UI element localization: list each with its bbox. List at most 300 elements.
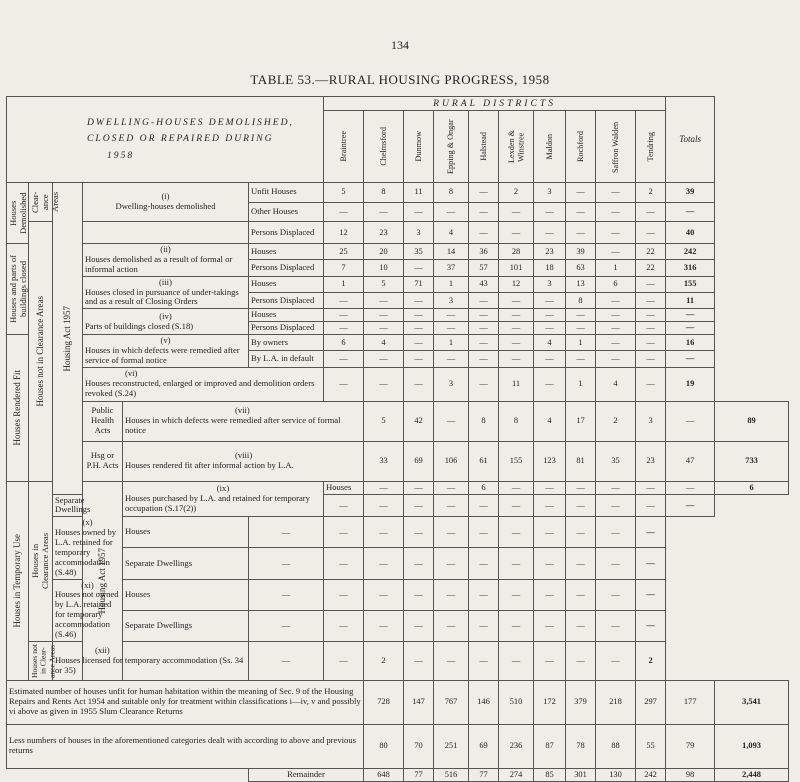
- total-cell: 89: [715, 401, 789, 441]
- value-cell: —: [636, 309, 666, 322]
- value-cell: 3: [404, 222, 434, 244]
- total-cell: 11: [666, 292, 715, 308]
- value-cell: —: [534, 641, 566, 680]
- value-cell: —: [469, 494, 499, 517]
- value-cell: 69: [404, 441, 434, 481]
- value-cell: —: [434, 309, 469, 322]
- value-cell: —: [469, 322, 499, 335]
- value-cell: 274: [499, 768, 534, 781]
- district-header: Braintree: [324, 111, 364, 183]
- value-cell: —: [636, 335, 666, 351]
- value-cell: 42: [404, 401, 434, 441]
- value-cell: 55: [636, 724, 666, 768]
- value-cell: 1: [566, 335, 596, 351]
- value-cell: 728: [364, 680, 404, 724]
- value-cell: 1: [566, 367, 596, 401]
- value-cell: 63: [566, 260, 596, 276]
- value-cell: 4: [434, 222, 469, 244]
- header-line-3: 1958: [107, 149, 135, 161]
- value-cell: —: [566, 641, 596, 680]
- value-cell: —: [566, 610, 596, 641]
- value-cell: 155: [499, 441, 534, 481]
- value-cell: 106: [434, 441, 469, 481]
- value-cell: —: [469, 548, 499, 579]
- value-cell: 81: [566, 441, 596, 481]
- value-cell: 88: [596, 724, 636, 768]
- value-cell: —: [469, 335, 499, 351]
- table-row: [7, 222, 789, 244]
- value-cell: 3: [636, 401, 666, 441]
- district-header: Chelmsford: [364, 111, 404, 183]
- remainder-row: [7, 768, 789, 781]
- total-cell: 1,093: [715, 724, 789, 768]
- row-label: (ii) Houses demolished as a result of formal or informal action: [83, 244, 249, 277]
- value-cell: 7: [324, 260, 364, 276]
- value-cell: 3: [434, 292, 469, 308]
- value-cell: 6: [324, 335, 364, 351]
- value-cell: —: [434, 517, 469, 548]
- value-cell: 146: [469, 680, 499, 724]
- total-cell: —: [636, 579, 666, 610]
- value-cell: 69: [469, 724, 499, 768]
- value-cell: 767: [434, 680, 469, 724]
- value-cell: —: [534, 481, 566, 494]
- side-label: Public Health Acts: [83, 401, 123, 441]
- total-cell: —: [666, 494, 715, 517]
- total-cell: —: [636, 548, 666, 579]
- sub-label: Persons Displaced: [249, 260, 324, 276]
- table-row: [7, 441, 789, 481]
- value-cell: 61: [469, 441, 499, 481]
- value-cell: 39: [566, 244, 596, 260]
- row-label: (v) Houses in which defects were remedied after service of formal notice: [83, 335, 249, 368]
- value-cell: 1: [434, 276, 469, 292]
- value-cell: —: [566, 222, 596, 244]
- value-cell: —: [636, 292, 666, 308]
- value-cell: —: [404, 641, 434, 680]
- value-cell: —: [596, 351, 636, 367]
- value-cell: 8: [566, 292, 596, 308]
- total-cell: 242: [666, 244, 715, 260]
- value-cell: —: [404, 335, 434, 351]
- sub-label: Separate Dwellings: [53, 494, 83, 517]
- value-cell: —: [534, 292, 566, 308]
- value-cell: 648: [364, 768, 404, 781]
- header-left: [7, 97, 324, 183]
- value-cell: —: [499, 641, 534, 680]
- value-cell: 1: [324, 276, 364, 292]
- value-cell: —: [404, 309, 434, 322]
- side-label: Housing Act 1957: [83, 481, 123, 680]
- page-title: TABLE 53.—RURAL HOUSING PROGRESS, 1958: [250, 72, 550, 87]
- district-header: Tendring: [636, 111, 666, 183]
- value-cell: —: [434, 401, 469, 441]
- total-cell: —: [636, 610, 666, 641]
- value-cell: —: [434, 481, 469, 494]
- side-label: Houses and parts of buildings closed: [7, 244, 29, 335]
- value-cell: —: [364, 322, 404, 335]
- side-label: Housing Act 1957: [53, 183, 83, 495]
- value-cell: —: [566, 202, 596, 222]
- value-cell: 85: [534, 768, 566, 781]
- value-cell: 3: [534, 276, 566, 292]
- value-cell: —: [596, 335, 636, 351]
- value-cell: —: [404, 517, 434, 548]
- value-cell: 172: [534, 680, 566, 724]
- table-row: [7, 610, 789, 641]
- value-cell: 11: [499, 367, 534, 401]
- value-cell: 379: [566, 680, 596, 724]
- value-cell: 516: [434, 768, 469, 781]
- value-cell: —: [499, 222, 534, 244]
- value-cell: —: [469, 579, 499, 610]
- sub-label: Houses: [249, 276, 324, 292]
- side-label: Hsg or P.H. Acts: [83, 441, 123, 481]
- value-cell: —: [324, 292, 364, 308]
- value-cell: —: [469, 641, 499, 680]
- row-label: (xii) Houses licensed for temporary accommodation (Ss. 34 or 35): [53, 641, 249, 680]
- value-cell: 8: [364, 183, 404, 203]
- value-cell: —: [499, 292, 534, 308]
- side-label: Houses in Temporary Use: [7, 481, 29, 680]
- total-cell: 3,541: [715, 680, 789, 724]
- header-line-1: DWELLING-HOUSES DEMOLISHED,: [87, 117, 294, 129]
- value-cell: —: [499, 579, 534, 610]
- side-label: Houses Demolished: [7, 183, 29, 244]
- value-cell: —: [596, 222, 636, 244]
- value-cell: —: [596, 183, 636, 203]
- row-label: (iv) Parts of buildings closed (S.18): [83, 309, 249, 335]
- value-cell: 13: [566, 276, 596, 292]
- value-cell: —: [364, 517, 404, 548]
- value-cell: —: [434, 548, 469, 579]
- value-cell: 17: [566, 401, 596, 441]
- total-cell: 6: [715, 481, 789, 494]
- value-cell: —: [364, 579, 404, 610]
- value-cell: —: [566, 322, 596, 335]
- value-cell: 23: [636, 441, 666, 481]
- value-cell: 8: [499, 401, 534, 441]
- sub-label: Houses: [123, 579, 249, 610]
- value-cell: —: [469, 222, 499, 244]
- value-cell: —: [534, 610, 566, 641]
- total-cell: —: [666, 322, 715, 335]
- value-cell: —: [596, 481, 636, 494]
- value-cell: —: [434, 494, 469, 517]
- value-cell: 18: [534, 260, 566, 276]
- side-label: Houses Rendered Fit: [7, 335, 29, 482]
- value-cell: 57: [469, 260, 499, 276]
- value-cell: —: [596, 244, 636, 260]
- table-row: [7, 367, 789, 401]
- value-cell: —: [249, 610, 324, 641]
- total-cell: 16: [666, 335, 715, 351]
- value-cell: 98: [666, 768, 715, 781]
- value-cell: 12: [324, 222, 364, 244]
- value-cell: —: [364, 202, 404, 222]
- value-cell: 242: [636, 768, 666, 781]
- value-cell: —: [566, 517, 596, 548]
- value-cell: 37: [434, 260, 469, 276]
- value-cell: 297: [636, 680, 666, 724]
- value-cell: —: [566, 481, 596, 494]
- value-cell: —: [404, 548, 434, 579]
- row-label: (i) Dwelling-houses demolished: [83, 183, 249, 222]
- table-row: [7, 276, 789, 292]
- sub-label: Other Houses: [249, 202, 324, 222]
- value-cell: —: [434, 322, 469, 335]
- value-cell: —: [404, 481, 434, 494]
- value-cell: —: [499, 202, 534, 222]
- total-cell: 39: [666, 183, 715, 203]
- value-cell: —: [534, 202, 566, 222]
- value-cell: 236: [499, 724, 534, 768]
- value-cell: 71: [404, 276, 434, 292]
- value-cell: —: [534, 494, 566, 517]
- value-cell: —: [596, 579, 636, 610]
- value-cell: —: [249, 579, 324, 610]
- header-row-1: [7, 97, 789, 111]
- value-cell: —: [434, 202, 469, 222]
- value-cell: —: [434, 351, 469, 367]
- value-cell: —: [596, 641, 636, 680]
- value-cell: —: [404, 367, 434, 401]
- rural-districts-header: RURAL DISTRICTS: [324, 97, 666, 111]
- value-cell: —: [404, 292, 434, 308]
- value-cell: —: [404, 202, 434, 222]
- row-label: (xi) Houses not owned by L.A. retained for temporary accommodation (S.46): [53, 579, 123, 641]
- value-cell: —: [324, 322, 364, 335]
- value-cell: —: [636, 367, 666, 401]
- value-cell: —: [596, 309, 636, 322]
- value-cell: —: [499, 309, 534, 322]
- value-cell: 6: [469, 481, 499, 494]
- value-cell: 77: [469, 768, 499, 781]
- value-cell: —: [404, 260, 434, 276]
- value-cell: —: [404, 579, 434, 610]
- total-cell: 155: [666, 276, 715, 292]
- value-cell: —: [469, 610, 499, 641]
- value-cell: 25: [324, 244, 364, 260]
- value-cell: —: [434, 579, 469, 610]
- value-cell: 22: [636, 244, 666, 260]
- estimated-row: [7, 680, 789, 724]
- value-cell: —: [469, 367, 499, 401]
- table-row: [7, 641, 789, 680]
- value-cell: —: [364, 351, 404, 367]
- value-cell: 5: [364, 276, 404, 292]
- value-cell: 1: [596, 260, 636, 276]
- value-cell: 23: [364, 222, 404, 244]
- side-label: Clear-ance Areas: [29, 183, 53, 222]
- sub-label: Persons Displaced: [249, 322, 324, 335]
- value-cell: —: [596, 202, 636, 222]
- value-cell: 22: [636, 260, 666, 276]
- value-cell: —: [534, 548, 566, 579]
- table-row: [7, 335, 789, 351]
- district-header: Lexden & Winstree: [499, 111, 534, 183]
- value-cell: —: [534, 517, 566, 548]
- value-cell: —: [666, 481, 715, 494]
- remainder-label: Remainder: [249, 768, 364, 781]
- value-cell: —: [636, 351, 666, 367]
- value-cell: —: [499, 494, 534, 517]
- value-cell: —: [404, 610, 434, 641]
- value-cell: —: [534, 367, 566, 401]
- value-cell: 36: [469, 244, 499, 260]
- value-cell: —: [499, 481, 534, 494]
- value-cell: —: [566, 351, 596, 367]
- value-cell: 3: [534, 183, 566, 203]
- value-cell: 47: [666, 441, 715, 481]
- district-header: Rochford: [566, 111, 596, 183]
- total-cell: 2: [636, 641, 666, 680]
- value-cell: 3: [434, 367, 469, 401]
- value-cell: 80: [364, 724, 404, 768]
- table-row: [7, 517, 789, 548]
- value-cell: —: [636, 276, 666, 292]
- value-cell: 10: [364, 260, 404, 276]
- value-cell: —: [404, 351, 434, 367]
- sub-label: Houses: [249, 244, 324, 260]
- value-cell: 2: [499, 183, 534, 203]
- district-header: Dunmow: [404, 111, 434, 183]
- value-cell: 147: [404, 680, 434, 724]
- value-cell: 35: [596, 441, 636, 481]
- page-number: 134: [391, 38, 409, 52]
- value-cell: —: [404, 494, 434, 517]
- value-cell: —: [566, 309, 596, 322]
- value-cell: —: [499, 517, 534, 548]
- value-cell: —: [636, 222, 666, 244]
- value-cell: —: [499, 610, 534, 641]
- value-cell: —: [596, 494, 636, 517]
- header-line-2: CLOSED OR REPAIRED DURING: [87, 133, 274, 145]
- value-cell: —: [566, 579, 596, 610]
- value-cell: 11: [404, 183, 434, 203]
- sub-label: Persons Displaced: [249, 222, 324, 244]
- value-cell: 4: [534, 401, 566, 441]
- district-header: Epping & Ongar: [434, 111, 469, 183]
- value-cell: 33: [364, 441, 404, 481]
- value-cell: —: [364, 548, 404, 579]
- sub-label: By L.A. in default: [249, 351, 324, 367]
- totals-header: Totals: [666, 97, 715, 183]
- value-cell: —: [364, 309, 404, 322]
- value-cell: 251: [434, 724, 469, 768]
- sub-label: Unfit Houses: [249, 183, 324, 203]
- value-cell: —: [364, 610, 404, 641]
- table-row: [7, 579, 789, 610]
- district-header: Saffron Walden: [596, 111, 636, 183]
- value-cell: —: [469, 292, 499, 308]
- value-cell: 2: [596, 401, 636, 441]
- value-cell: —: [324, 351, 364, 367]
- district-header: Halstead: [469, 111, 499, 183]
- total-cell: —: [666, 309, 715, 322]
- sub-label: By owners: [249, 335, 324, 351]
- sub-label: Houses: [324, 481, 364, 494]
- value-cell: —: [596, 322, 636, 335]
- district-header: Maldon: [534, 111, 566, 183]
- value-cell: 2: [636, 183, 666, 203]
- less-label: Less numbers of houses in the aforementioned categories dealt with according to above and previous returns: [7, 724, 364, 768]
- row-label-blank: [83, 222, 249, 244]
- value-cell: 130: [596, 768, 636, 781]
- value-cell: —: [404, 322, 434, 335]
- side-label: Houses in Clearance Areas: [29, 481, 53, 641]
- value-cell: —: [469, 351, 499, 367]
- total-cell: 40: [666, 222, 715, 244]
- value-cell: —: [434, 641, 469, 680]
- value-cell: —: [534, 222, 566, 244]
- value-cell: —: [566, 183, 596, 203]
- value-cell: —: [566, 494, 596, 517]
- total-cell: —: [666, 351, 715, 367]
- value-cell: 77: [404, 768, 434, 781]
- value-cell: —: [364, 481, 404, 494]
- value-cell: —: [666, 401, 715, 441]
- table-row: [7, 481, 789, 494]
- total-cell: 19: [666, 367, 715, 401]
- table-row: [7, 309, 789, 322]
- value-cell: 28: [499, 244, 534, 260]
- value-cell: 35: [404, 244, 434, 260]
- value-cell: —: [249, 641, 324, 680]
- value-cell: 4: [534, 335, 566, 351]
- value-cell: 5: [364, 401, 404, 441]
- value-cell: 20: [364, 244, 404, 260]
- value-cell: —: [499, 335, 534, 351]
- row-label: (vii) Houses in which defects were remedied after service of formal notice: [123, 401, 364, 441]
- row-label: (x) Houses owned by L.A. retained for temporary accommodation (S.48): [53, 517, 123, 579]
- table-row: [7, 401, 789, 441]
- value-cell: —: [636, 322, 666, 335]
- value-cell: 2: [364, 641, 404, 680]
- value-cell: —: [636, 202, 666, 222]
- value-cell: —: [469, 517, 499, 548]
- value-cell: 78: [566, 724, 596, 768]
- value-cell: —: [324, 517, 364, 548]
- value-cell: 301: [566, 768, 596, 781]
- value-cell: —: [596, 610, 636, 641]
- sub-label: Persons Displaced: [249, 292, 324, 308]
- value-cell: —: [434, 610, 469, 641]
- value-cell: —: [469, 202, 499, 222]
- value-cell: —: [249, 548, 324, 579]
- value-cell: 43: [469, 276, 499, 292]
- value-cell: —: [364, 494, 404, 517]
- side-label: Houses not in Clear-ance Areas: [29, 641, 53, 680]
- value-cell: 8: [434, 183, 469, 203]
- value-cell: —: [534, 351, 566, 367]
- value-cell: 14: [434, 244, 469, 260]
- value-cell: —: [469, 183, 499, 203]
- value-cell: —: [324, 610, 364, 641]
- value-cell: 101: [499, 260, 534, 276]
- value-cell: —: [324, 367, 364, 401]
- total-cell: —: [636, 517, 666, 548]
- value-cell: —: [249, 517, 324, 548]
- value-cell: —: [596, 292, 636, 308]
- value-cell: —: [364, 292, 404, 308]
- value-cell: —: [636, 494, 666, 517]
- sub-label: Houses: [249, 309, 324, 322]
- side-label: Houses not in Clearance Areas: [29, 222, 53, 482]
- value-cell: —: [534, 322, 566, 335]
- value-cell: —: [324, 548, 364, 579]
- value-cell: 1: [434, 335, 469, 351]
